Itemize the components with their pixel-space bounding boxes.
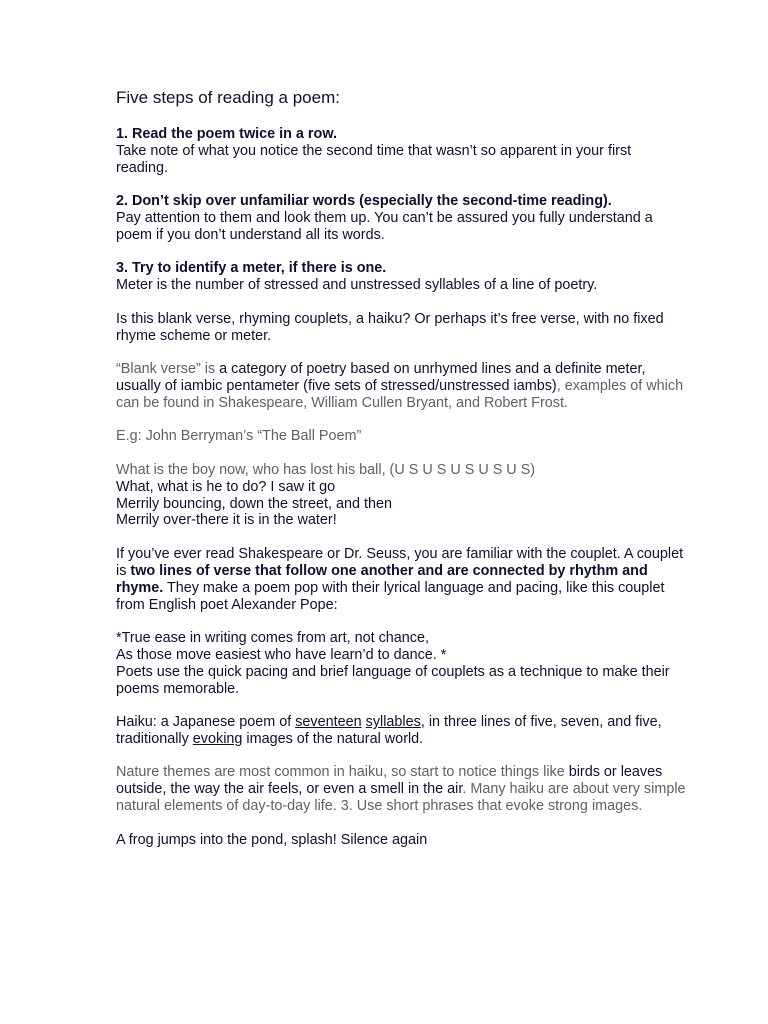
couplet-intro: If you’ve ever read Shakespeare or Dr. Seuss, you are familiar with the couplet. A couplet is <box>116 545 684 579</box>
ball-poem <box>116 462 686 530</box>
link-syllables[interactable]: syllables <box>365 714 421 731</box>
step-3-body: Meter is the number of stressed and unstressed syllables of a line of poetry. <box>116 277 598 294</box>
poem-line: What is the boy now, who has lost his ball, (U S U S U S U S U S) <box>116 461 536 478</box>
nature-examples: birds or leaves outside, the way the air feels, or even a smell in the air <box>116 764 663 798</box>
poem-line: What, what is he to do? I saw it go <box>116 478 336 495</box>
blank-verse-term: “Blank verse” is <box>116 361 216 378</box>
poem-line: Merrily bouncing, down the street, and then <box>116 495 392 512</box>
step-2 <box>116 193 686 244</box>
nature-paragraph <box>116 764 686 815</box>
pope-couplet <box>116 630 686 698</box>
step-2-heading: 2. Don’t skip over unfamiliar words (especially the second-time reading). <box>116 193 612 210</box>
step-2-body: Pay attention to them and look them up. You can’t be assured you fully understand a poem if you don’t understand all its words. <box>116 210 653 244</box>
step-3-heading: 3. Try to identify a meter, if there is one. <box>116 260 387 277</box>
step-1 <box>116 126 686 177</box>
haiku-def-part: images of the natural world. <box>242 730 424 747</box>
haiku-def-part: , in three lines of five, seven, and five, traditionally <box>116 714 662 747</box>
nature-intro: Nature themes are most common in haiku, so start to notice things like <box>116 764 569 781</box>
blank-verse-paragraph <box>116 361 686 412</box>
step-1-body: Take note of what you notice the second time that wasn’t so apparent in your first reading. <box>116 142 632 176</box>
example-line: E.g: John Berryman’s “The Ball Poem” <box>116 428 362 445</box>
page-title: Five steps of reading a poem: <box>116 88 340 107</box>
couplet-paragraph <box>116 546 686 614</box>
blank-verse-examples: , examples of which can be found in Shakespeare, William Cullen Bryant, and Robert Frost. <box>116 377 684 411</box>
haiku-def-part: Haiku: a Japanese poem of <box>116 714 296 731</box>
couplet-definition: two lines of verse that follow one another and are connected by rhythm and rhyme. <box>116 562 648 596</box>
blank-verse-definition: a category of poetry based on unrhymed lines and a definite meter, usually of iambic pentameter (five sets of stressed/unstressed iambs) <box>116 361 646 394</box>
poem-line: Merrily over-there it is in the water! <box>116 512 337 529</box>
frog-haiku: A frog jumps into the pond, splash! Silence again <box>116 831 428 848</box>
couplet-tail: They make a poem pop with their lyrical language and pacing, like this couplet from English poet Alexander Pope: <box>116 579 665 613</box>
nature-tail: . Many haiku are about very simple natural elements of day-to-day life. 3. Use short phrases that evoke strong images. <box>116 781 686 815</box>
pope-line-1: *True ease in writing comes from art, not chance, <box>116 629 429 646</box>
haiku-definition <box>116 714 686 748</box>
link-evoking[interactable]: evoking <box>192 730 243 747</box>
couplet-technique: Poets use the quick pacing and brief language of couplets as a technique to make their poems memorable. <box>116 663 670 697</box>
link-seventeen[interactable]: seventeen <box>295 714 362 731</box>
step-1-heading: 1. Read the poem twice in a row. <box>116 126 337 142</box>
pope-line-2: As those move easiest who have learn’d to dance. * <box>116 646 447 663</box>
step-3 <box>116 260 686 294</box>
question-paragraph: Is this blank verse, rhyming couplets, a haiku? Or perhaps it’s free verse, with no fixed rhyme scheme or meter. <box>116 310 664 344</box>
document-page <box>116 88 686 849</box>
